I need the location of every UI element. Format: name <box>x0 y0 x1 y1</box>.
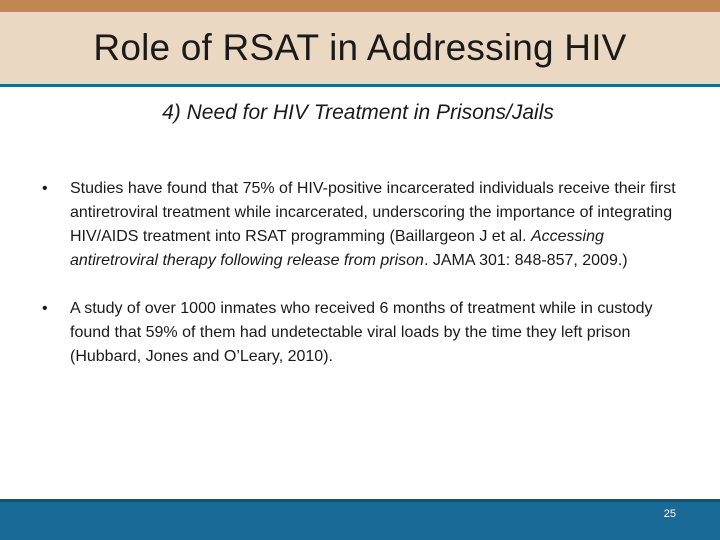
bullet-citation-title: Accessing antiretroviral therapy following release from prison <box>70 228 604 269</box>
bullet-item <box>42 177 682 273</box>
bullet-item <box>42 297 682 369</box>
bullet-mark: • <box>42 300 48 317</box>
bullet-mark: • <box>42 180 48 197</box>
top-accent-strip <box>0 0 720 12</box>
bullet-list <box>42 177 682 369</box>
slide-title: Role of RSAT in Addressing HIV <box>93 27 627 68</box>
title-divider <box>0 84 720 87</box>
footer-bar <box>0 502 720 540</box>
bullet-text: Studies have found that 75% of HIV-positive incarcerated individuals receive their first antiretroviral treatment while incarcerated, underscoring the importance of integrating HIV/AIDS treatment into RSAT programming (Baillargeon J et al. <box>70 180 676 245</box>
slide-subtitle: 4) Need for HIV Treatment in Prisons/Jails <box>162 101 554 124</box>
page-number: 25 <box>663 508 676 520</box>
bullet-text-end: . JAMA 301: 848-857, 2009.) <box>423 252 628 269</box>
title-band <box>0 12 720 84</box>
bullet-text: A study of over 1000 inmates who received 6 months of treatment while in custody found that 59% of them had undetectable viral loads by the time they left prison (Hubbard, Jones and O’Leary, 2010). <box>70 300 653 365</box>
